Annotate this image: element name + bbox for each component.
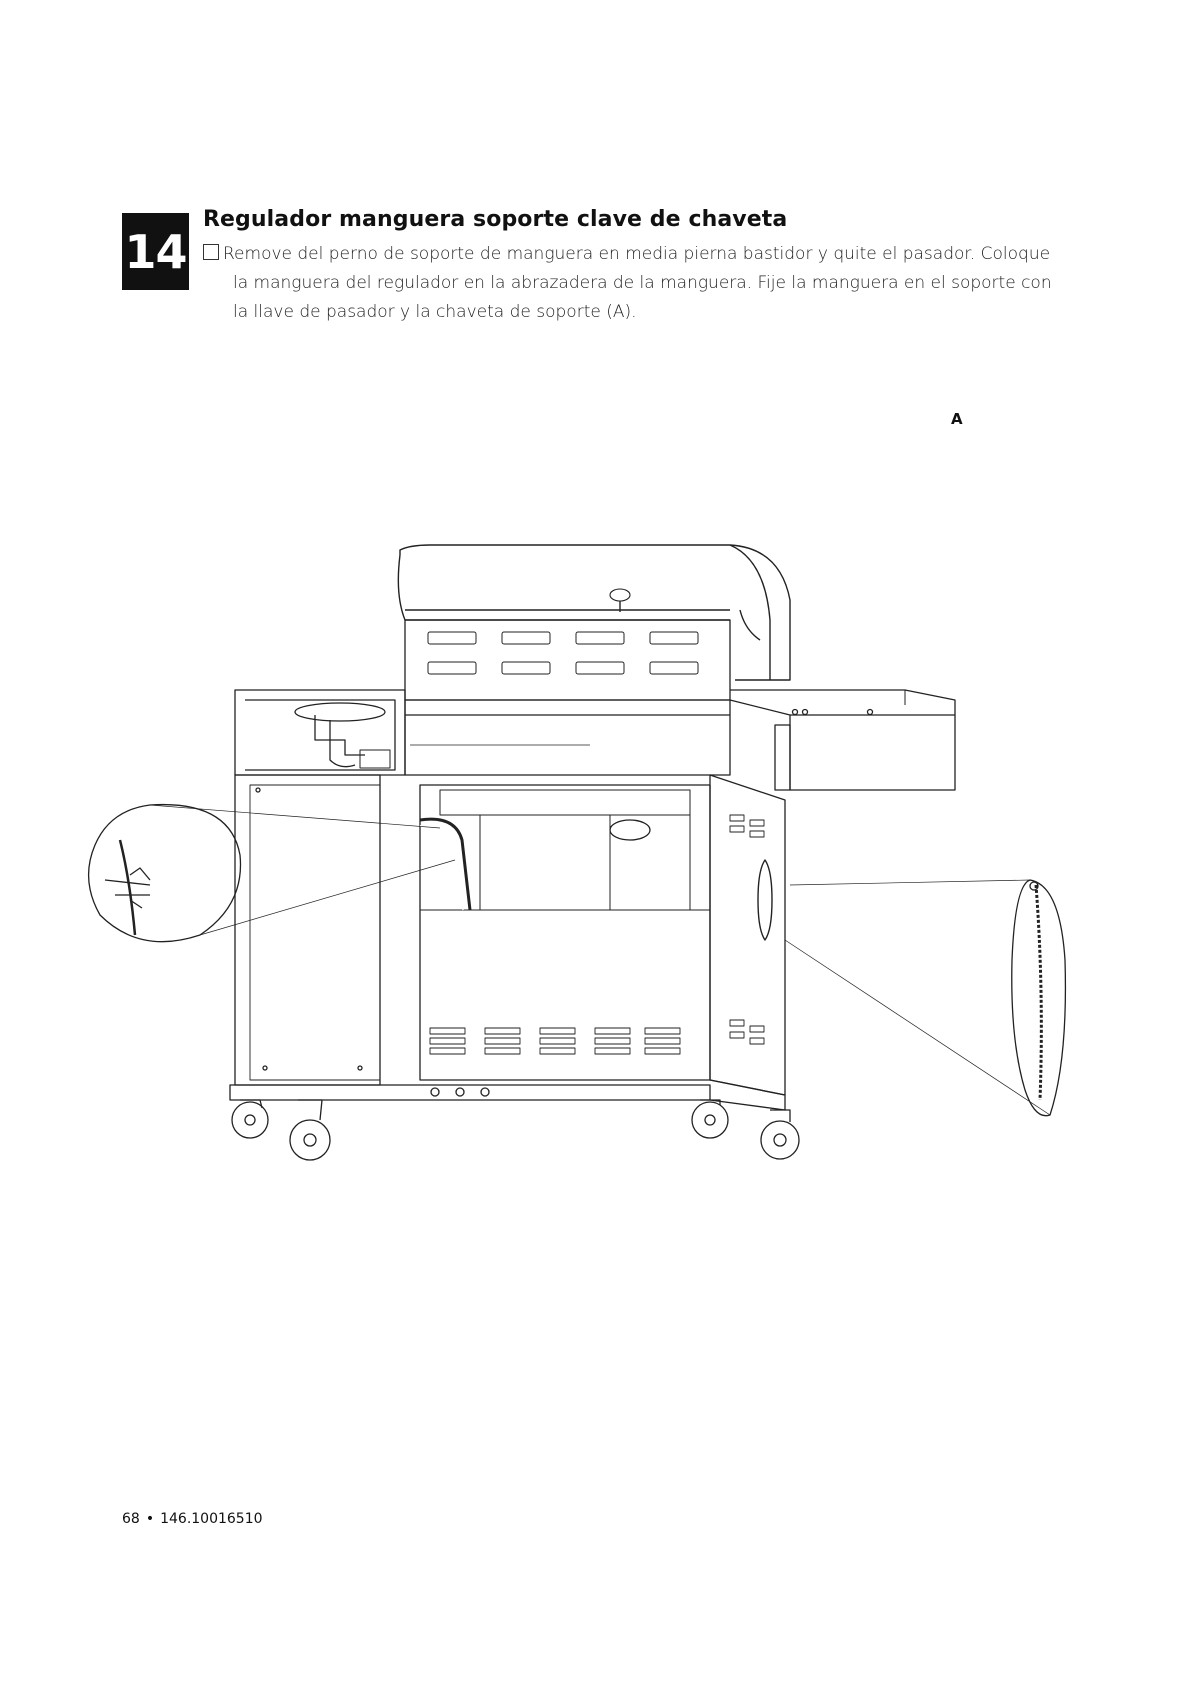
firebox <box>405 700 730 775</box>
instruction-text-1: Remove del perno de soporte de manguera en media pierna bastidor y quite el pasador. Coloque <box>223 244 1051 264</box>
instruction-line-2: la manguera del regulador en la abrazadera de la manguera. Fije la manguera en el soporte con <box>233 273 1052 293</box>
regulator-hose <box>420 819 470 910</box>
lid-front-panel <box>405 620 730 700</box>
caster-wheels <box>232 1100 799 1160</box>
cart-base <box>230 1080 785 1110</box>
cart-vents <box>430 1028 680 1054</box>
step-number-badge <box>122 213 189 290</box>
page-number: 68 <box>122 1511 140 1527</box>
grill-lid <box>398 545 790 680</box>
instruction-line-3: la llave de pasador y la chaveta de soporte (A). <box>233 302 637 322</box>
model-number: 146.10016510 <box>160 1511 263 1527</box>
cotter-pin-detail <box>785 880 1065 1116</box>
cart-right-side-panel <box>710 775 785 1095</box>
left-side-burner-shelf <box>235 690 405 775</box>
step-instructions <box>203 240 1093 327</box>
callout-label-a: A <box>951 410 963 428</box>
instruction-line-1 <box>203 240 1093 269</box>
footer-separator: • <box>145 1511 155 1527</box>
grill-illustration <box>0 520 1191 1180</box>
step-title: Regulador manguera soporte clave de chaveta <box>203 207 788 232</box>
step-number: 14 <box>124 224 187 279</box>
right-side-shelf <box>730 690 955 790</box>
vent-row-bottom <box>428 662 698 674</box>
page-footer <box>122 1511 263 1527</box>
checkbox-icon <box>203 244 219 260</box>
cart-interior <box>420 785 710 1080</box>
hose-clip-detail <box>89 805 455 942</box>
vent-row-top <box>428 632 698 644</box>
